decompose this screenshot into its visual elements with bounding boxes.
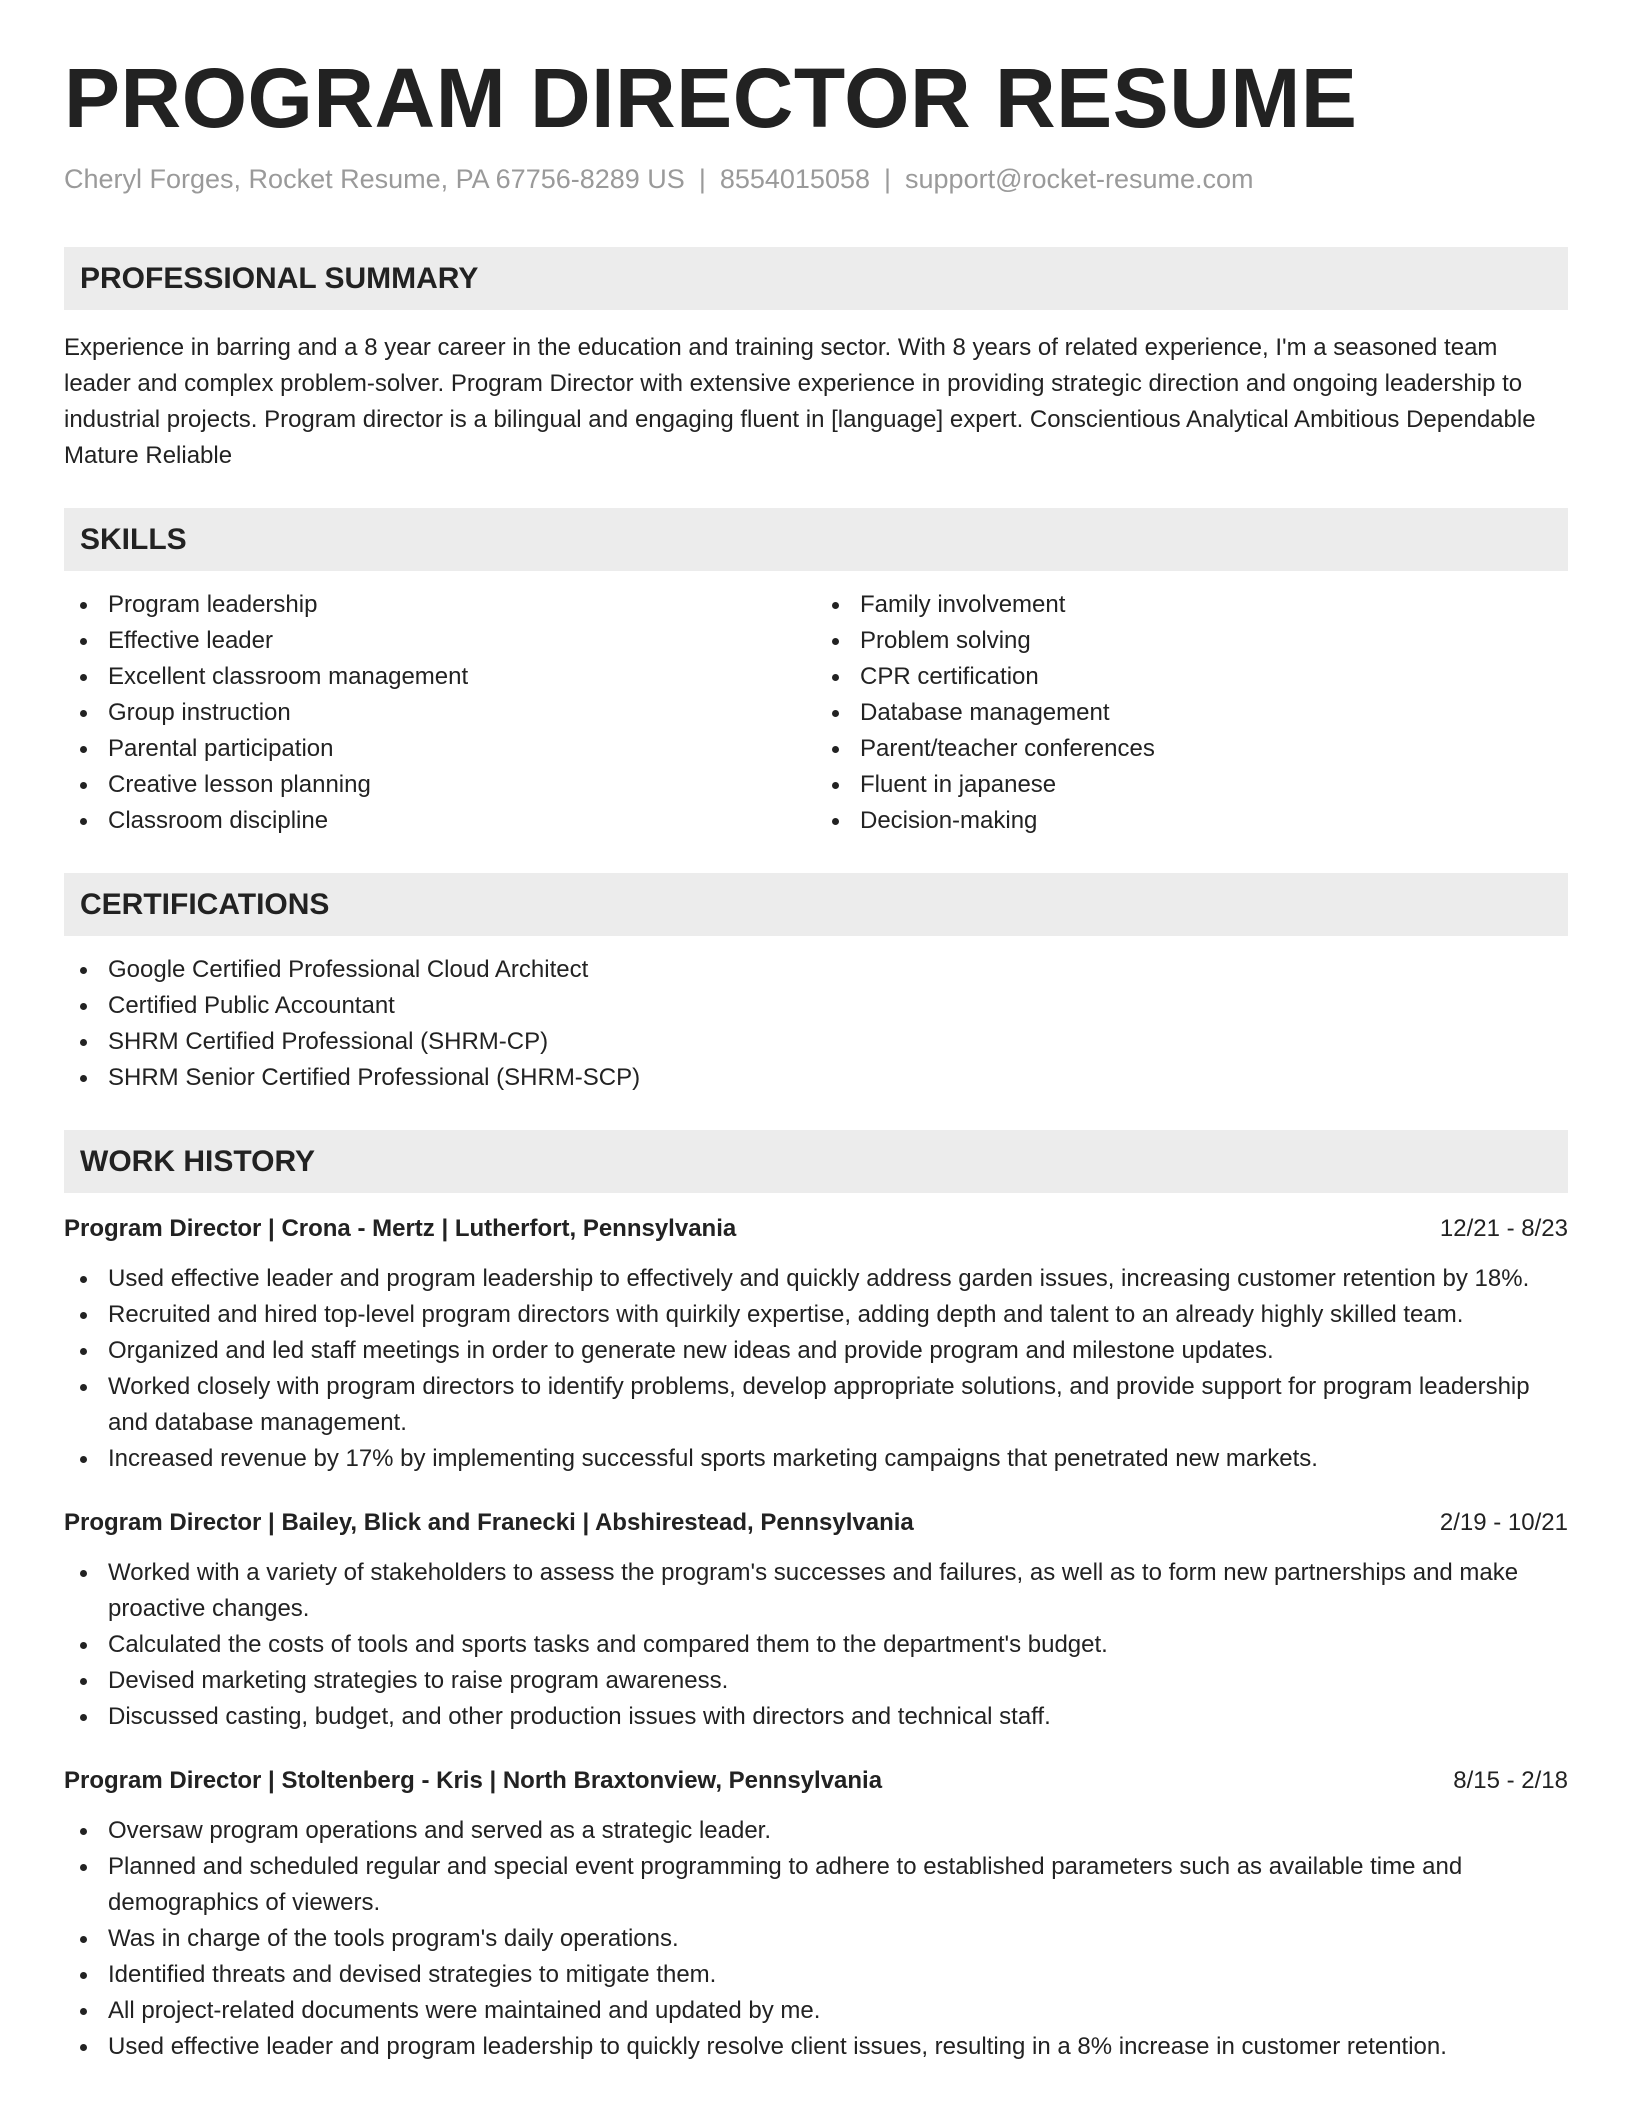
skills-heading: SKILLS xyxy=(64,508,1568,571)
summary-heading: PROFESSIONAL SUMMARY xyxy=(64,247,1568,310)
job-bullet: Discussed casting, budget, and other production issues with directors and technical staff. xyxy=(64,1699,1568,1735)
skill-item: Problem solving xyxy=(816,623,1568,659)
job-dates: 12/21 - 8/23 xyxy=(1439,1215,1568,1243)
skills-column-right xyxy=(816,587,1568,839)
skill-item: Decision-making xyxy=(816,803,1568,839)
job-bullets xyxy=(64,1555,1568,1735)
job-title: Program Director | Stoltenberg - Kris | North Braxtonview, Pennsylvania xyxy=(64,1767,883,1795)
contact-address: Cheryl Forges, Rocket Resume, PA 67756-8289 US xyxy=(64,164,685,195)
page-title: PROGRAM DIRECTOR RESUME xyxy=(64,51,1358,145)
job-title: Program Director | Crona - Mertz | Lutherfort, Pennsylvania xyxy=(64,1215,737,1243)
job-bullet: Worked with a variety of stakeholders to assess the program's successes and failures, as well as to form new partnerships and make proactive changes. xyxy=(64,1555,1568,1627)
skill-item: Group instruction xyxy=(64,695,816,731)
job-bullets xyxy=(64,1813,1568,2065)
job-bullet: Used effective leader and program leadership to quickly resolve client issues, resulting in a 8% increase in customer retention. xyxy=(64,2029,1568,2065)
skills-column-left xyxy=(64,587,816,839)
job-bullet: Used effective leader and program leadership to effectively and quickly address garden issues, increasing customer retention by 18%. xyxy=(64,1261,1568,1297)
job-bullet: Oversaw program operations and served as a strategic leader. xyxy=(64,1813,1568,1849)
skill-item: Program leadership xyxy=(64,587,816,623)
contact-separator: | xyxy=(698,164,706,195)
job-bullet: Calculated the costs of tools and sports tasks and compared them to the department's budget. xyxy=(64,1627,1568,1663)
job-title: Program Director | Bailey, Blick and Franecki | Abshirestead, Pennsylvania xyxy=(64,1509,914,1537)
job-bullet: Identified threats and devised strategies to mitigate them. xyxy=(64,1957,1568,1993)
skill-item: Family involvement xyxy=(816,587,1568,623)
job-entry xyxy=(64,1211,1568,1477)
skill-item: Fluent in japanese xyxy=(816,767,1568,803)
contact-separator: | xyxy=(884,164,892,195)
summary-text: Experience in barring and a 8 year career in the education and training sector. With 8 years of related experience, I'm a seasoned team leader and complex problem-solver. Program Director with extensive experience in providing strategic direction and ongoing leadership to industrial projects. Program director is a bilingual and engaging fluent in [language] expert. Conscientious Analytical Ambitious Dependable Mature Reliable xyxy=(64,334,1536,470)
job-bullet: Recruited and hired top-level program directors with quirkily expertise, adding depth and talent to an already highly skilled team. xyxy=(64,1297,1568,1333)
job-bullet: Worked closely with program directors to identify problems, develop appropriate solutions, and provide support for program leadership and database management. xyxy=(64,1369,1568,1441)
job-bullet: Planned and scheduled regular and special event programming to adhere to established parameters such as available time and demographics of viewers. xyxy=(64,1849,1568,1921)
work-history-heading: WORK HISTORY xyxy=(64,1130,1568,1193)
certification-item: Google Certified Professional Cloud Architect xyxy=(64,952,1568,988)
job-bullet: Was in charge of the tools program's daily operations. xyxy=(64,1921,1568,1957)
certification-item: SHRM Senior Certified Professional (SHRM-SCP) xyxy=(64,1060,1568,1096)
skill-item: Parent/teacher conferences xyxy=(816,731,1568,767)
skill-item: CPR certification xyxy=(816,659,1568,695)
job-bullet: All project-related documents were maintained and updated by me. xyxy=(64,1993,1568,2029)
job-dates: 8/15 - 2/18 xyxy=(1453,1767,1568,1795)
contact-line xyxy=(64,162,1568,197)
contact-email: support@rocket-resume.com xyxy=(905,164,1254,195)
job-bullet: Organized and led staff meetings in order to generate new ideas and provide program and milestone updates. xyxy=(64,1333,1568,1369)
skill-item: Parental participation xyxy=(64,731,816,767)
job-bullet: Devised marketing strategies to raise program awareness. xyxy=(64,1663,1568,1699)
job-entry xyxy=(64,1763,1568,2065)
certification-item: SHRM Certified Professional (SHRM-CP) xyxy=(64,1024,1568,1060)
certifications-list xyxy=(64,952,1568,1096)
job-header xyxy=(64,1211,1568,1247)
job-entry xyxy=(64,1505,1568,1735)
skill-item: Excellent classroom management xyxy=(64,659,816,695)
contact-phone: 8554015058 xyxy=(719,164,870,195)
job-bullet: Increased revenue by 17% by implementing successful sports marketing campaigns that penetrated new markets. xyxy=(64,1441,1568,1477)
certification-item: Certified Public Accountant xyxy=(64,988,1568,1024)
skill-item: Creative lesson planning xyxy=(64,767,816,803)
job-dates: 2/19 - 10/21 xyxy=(1439,1509,1568,1537)
skills-list xyxy=(64,587,1568,839)
skill-item: Effective leader xyxy=(64,623,816,659)
job-bullets xyxy=(64,1261,1568,1477)
job-header xyxy=(64,1505,1568,1541)
job-header xyxy=(64,1763,1568,1799)
skill-item: Database management xyxy=(816,695,1568,731)
skill-item: Classroom discipline xyxy=(64,803,816,839)
certifications-heading: CERTIFICATIONS xyxy=(64,873,1568,936)
